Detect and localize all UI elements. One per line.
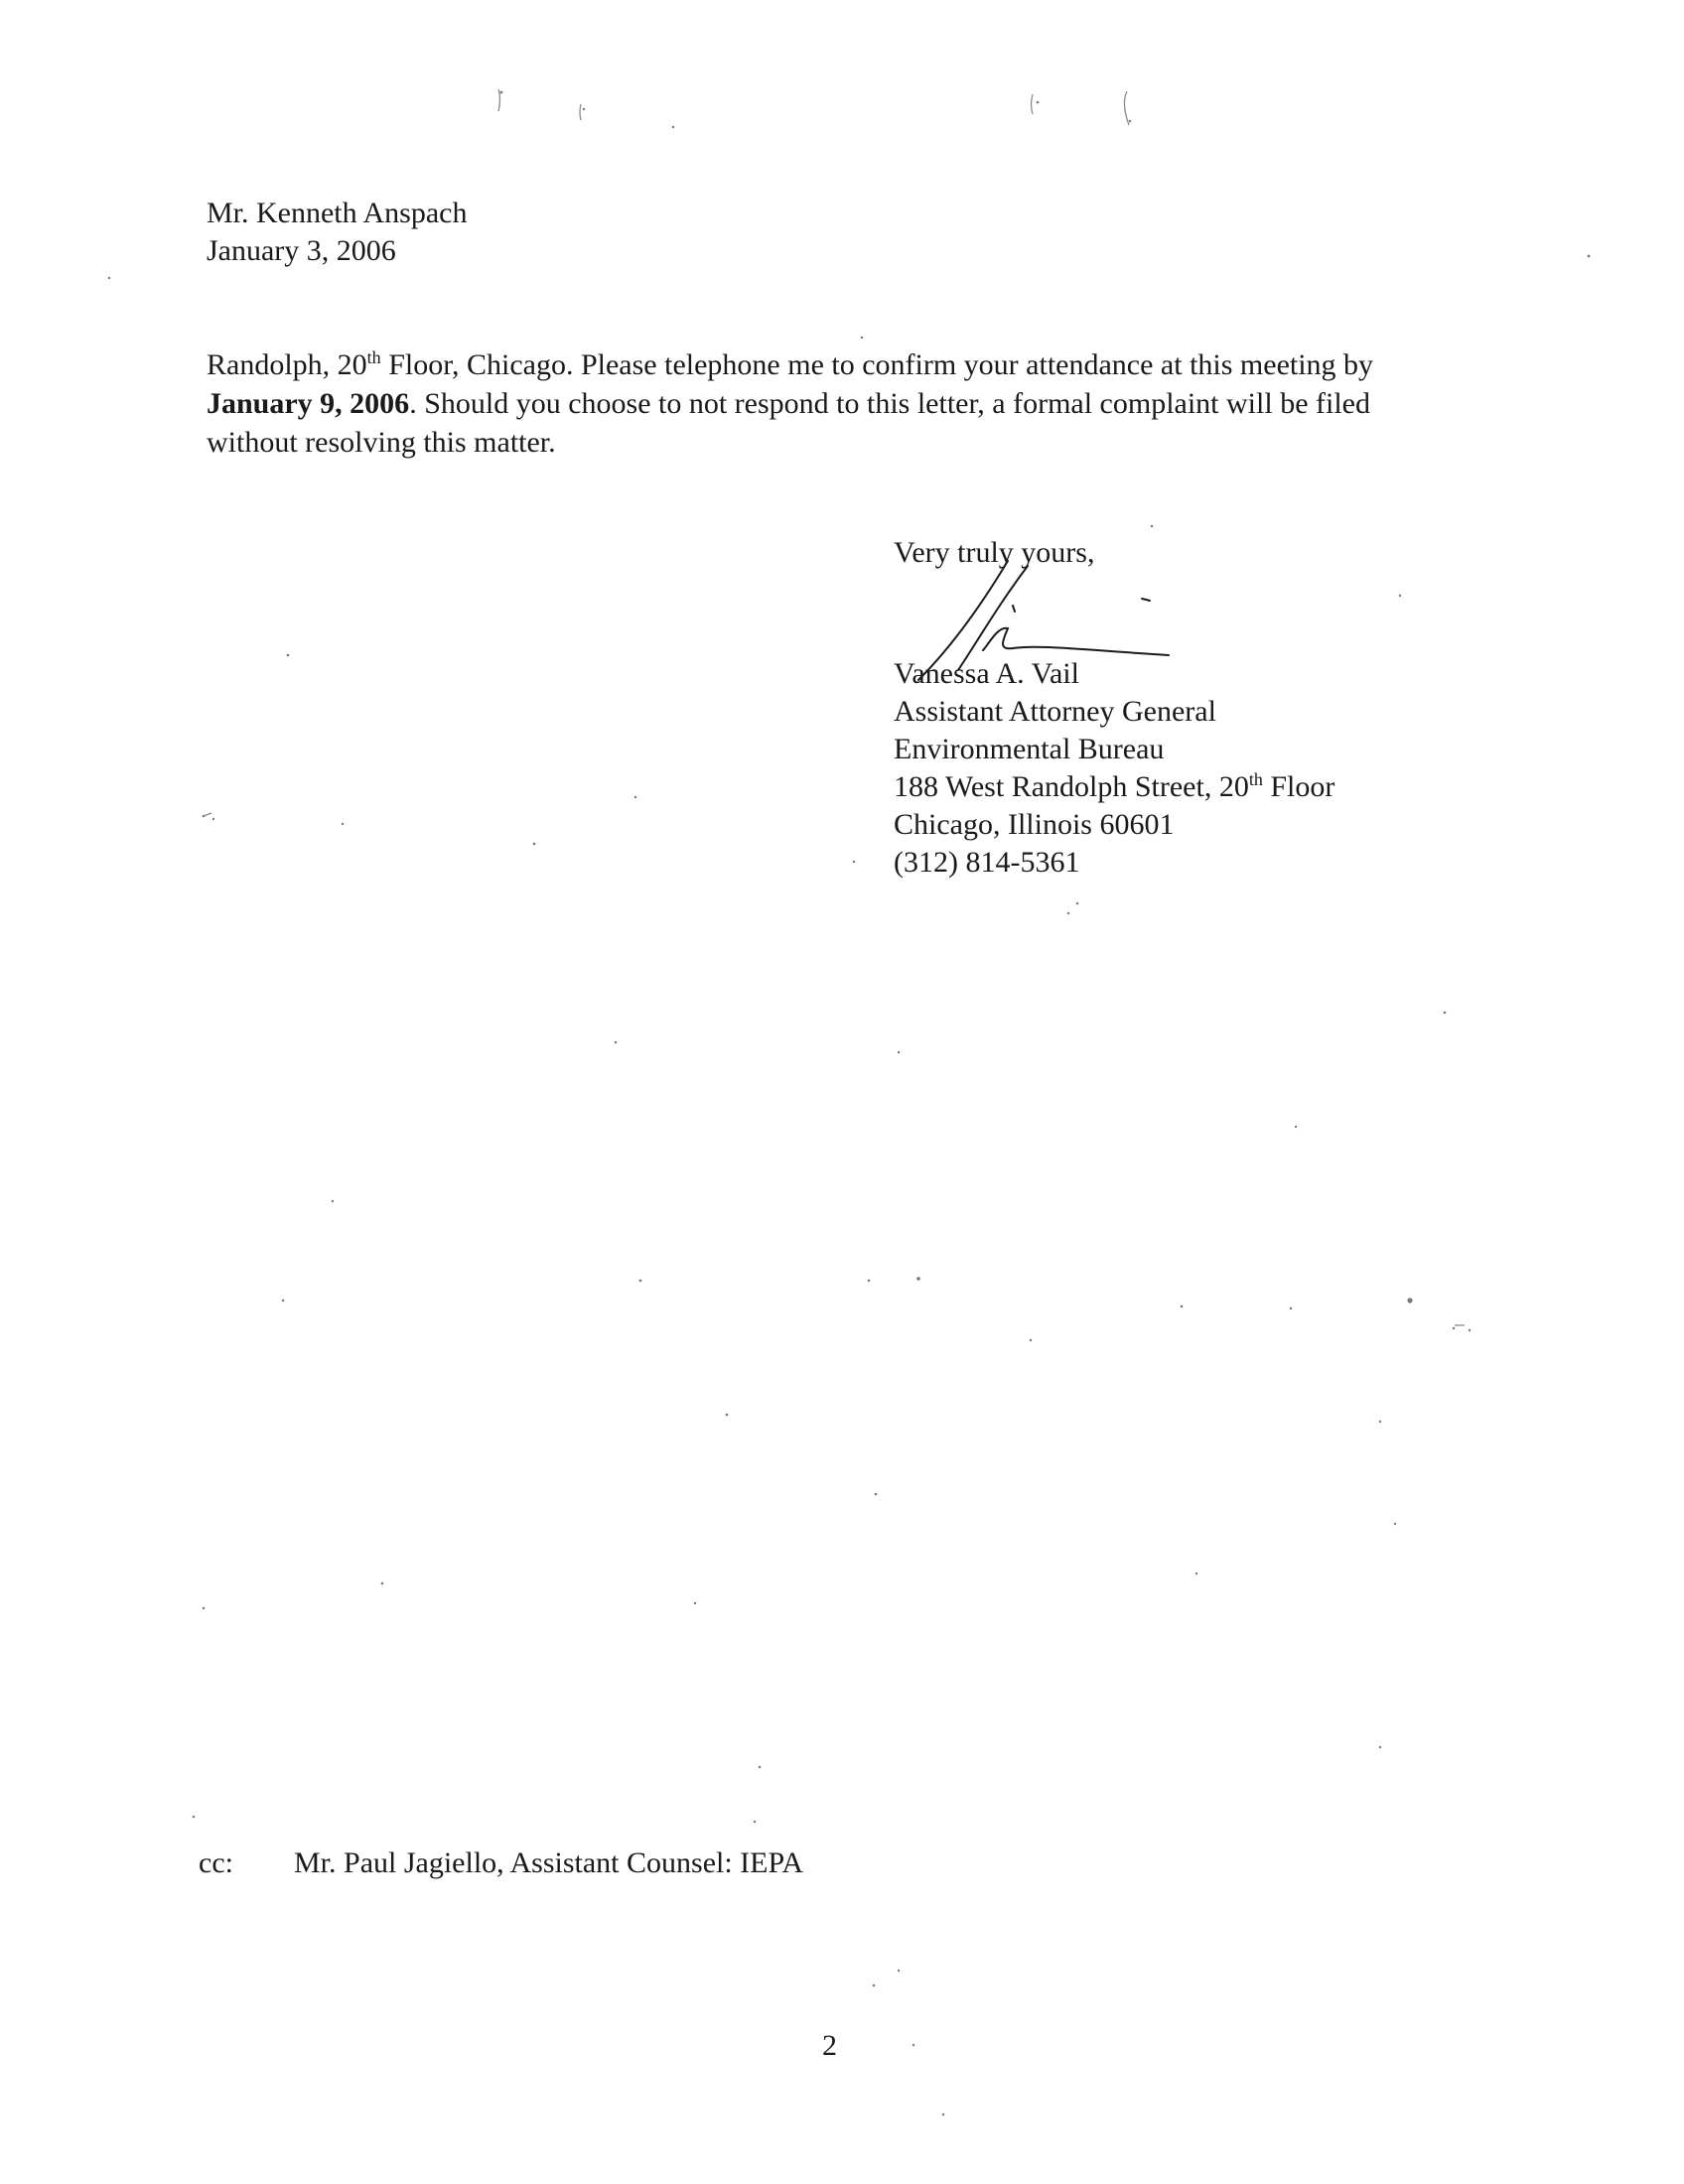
- letter-header: [207, 195, 467, 270]
- recipient-name: Mr. Kenneth Anspach: [207, 197, 468, 229]
- signer-city: Chicago, Illinois 60601: [894, 808, 1175, 841]
- ordinal-suffix: th: [366, 347, 381, 367]
- address-end: Floor: [1262, 770, 1335, 803]
- address-start: 188 West Randolph Street, 20: [894, 770, 1249, 803]
- closing-salutation: Very truly yours,: [894, 536, 1095, 569]
- cc-recipient: Mr. Paul Jagiello, Assistant Counsel: IEPA: [294, 1846, 804, 1879]
- address-ordinal-suffix: th: [1248, 769, 1263, 789]
- body-line-1: [207, 345, 1497, 384]
- deadline-date: January 9, 2006: [207, 387, 410, 420]
- letter-date: January 3, 2006: [207, 234, 396, 267]
- body-line-2: [207, 384, 1497, 423]
- page-number: 2: [822, 2029, 837, 2062]
- body-line-1-start: Randolph, 20: [207, 348, 367, 381]
- signer-title: Assistant Attorney General: [894, 695, 1216, 728]
- signer-bureau: Environmental Bureau: [894, 733, 1165, 765]
- signature-block: [894, 655, 1334, 882]
- body-paragraph: [207, 345, 1497, 462]
- body-line-3: without resolving this matter.: [207, 426, 556, 459]
- signer-address: [894, 768, 1334, 806]
- body-line-1-end: Floor, Chicago. Please telephone me to confirm your attendance at this meeting by: [380, 348, 1374, 381]
- cc-label: cc:: [199, 1846, 233, 1879]
- signer-phone: (312) 814-5361: [894, 846, 1080, 879]
- body-line-2-end: . Should you choose to not respond to this letter, a formal complaint will be filed: [409, 387, 1370, 420]
- signer-name: Vanessa A. Vail: [894, 657, 1079, 690]
